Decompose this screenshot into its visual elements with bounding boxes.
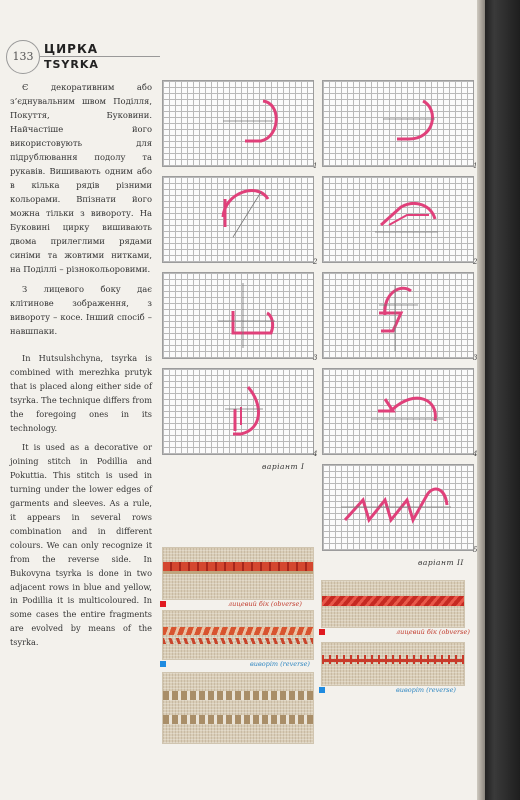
stitch-diagram-v2-step1 bbox=[322, 80, 474, 167]
figure-number-4a: 4 bbox=[313, 450, 318, 458]
title-english: TSYRKA bbox=[44, 58, 99, 71]
stitch-diagram-v2-step3 bbox=[322, 272, 474, 359]
stitch-diagram-v1-step2 bbox=[162, 176, 314, 263]
stitch-diagram-v2-step2 bbox=[322, 176, 474, 263]
caption-reverse-1: виворіт (reverse) bbox=[250, 660, 310, 668]
stitch-diagram-v1-step4 bbox=[162, 368, 314, 455]
variant-2-label: варіант ІІ bbox=[418, 558, 464, 567]
title-ukrainian: ЦИРКА bbox=[44, 42, 99, 56]
caption-obverse-1: лицевий бік (obverse) bbox=[228, 600, 302, 608]
header-rule bbox=[40, 56, 160, 57]
paragraph-en-1: In Hutsulshchyna, tsyrka is combined with merezhka prutyk that is placed along either side of tsyrka. The technique differs from the foregoing ones in its technology. bbox=[10, 353, 152, 433]
photo-reverse-2 bbox=[321, 642, 465, 686]
photo-obverse-2 bbox=[321, 580, 465, 628]
photo-obverse-1 bbox=[162, 547, 314, 600]
stitch-diagram-v2-step5 bbox=[322, 464, 474, 551]
body-text-column bbox=[10, 80, 152, 656]
page-number: 133 bbox=[6, 40, 40, 74]
blue-marker bbox=[160, 661, 166, 667]
book-spine-edge bbox=[477, 0, 520, 800]
figure-number-5: 5 bbox=[473, 546, 478, 554]
photo-drawn-thread bbox=[162, 672, 314, 744]
figure-number-3b: 3 bbox=[473, 354, 478, 362]
paragraph-uk-1: Є декоративним або з’єднувальним швом Поділля, Покуття, Буковини. Найчастіше його використовують для підрублювання подолу та рукавів. Вишивають одним або в кілька рядів різними кольорами. Впізнати його можна тільки з вивороту. На Буковині цирку вишивають двома прилеглими рядами синіми та жовтими нитками, на Поділлі – різнокольоровими. bbox=[10, 82, 152, 274]
figure-number-1a: 1 bbox=[313, 162, 318, 170]
figure-number-3a: 3 bbox=[313, 354, 318, 362]
red-marker bbox=[160, 601, 166, 607]
paragraph-en-2: It is used as a decorative or joining stitch in Podillia and Pokuttia. This stitch is used in turning under the lower edges of garments and sleeves. As a rule, it appears in several rows combination and in different colours. We can only recognize it from the reverse side. In Bukovyna tsyrka is done in two adjacent rows in blue and yellow, in Podillia it is multicoloured. In some cases the entire fragments are evolved by means of the tsyrka. bbox=[10, 442, 152, 648]
photo-reverse-1 bbox=[162, 610, 314, 660]
caption-obverse-2: лицевий бік (obverse) bbox=[396, 628, 470, 636]
stitch-diagram-v2-step4 bbox=[322, 368, 474, 455]
figure-number-4b: 4 bbox=[473, 450, 478, 458]
stitch-diagram-v1-step3 bbox=[162, 272, 314, 359]
figure-number-2a: 2 bbox=[313, 258, 318, 266]
caption-reverse-2: виворіт (reverse) bbox=[396, 686, 456, 694]
figure-number-1b: 1 bbox=[473, 162, 478, 170]
paragraph-uk-2: З лицевого боку дає клітинове зображення, з вивороту – косе. Інший спосіб – навшпаки. bbox=[10, 284, 152, 336]
red-marker bbox=[319, 629, 325, 635]
stitch-diagram-v1-step1 bbox=[162, 80, 314, 167]
figure-number-2b: 2 bbox=[473, 258, 478, 266]
variant-1-label: варіант І bbox=[262, 462, 305, 471]
blue-marker bbox=[319, 687, 325, 693]
